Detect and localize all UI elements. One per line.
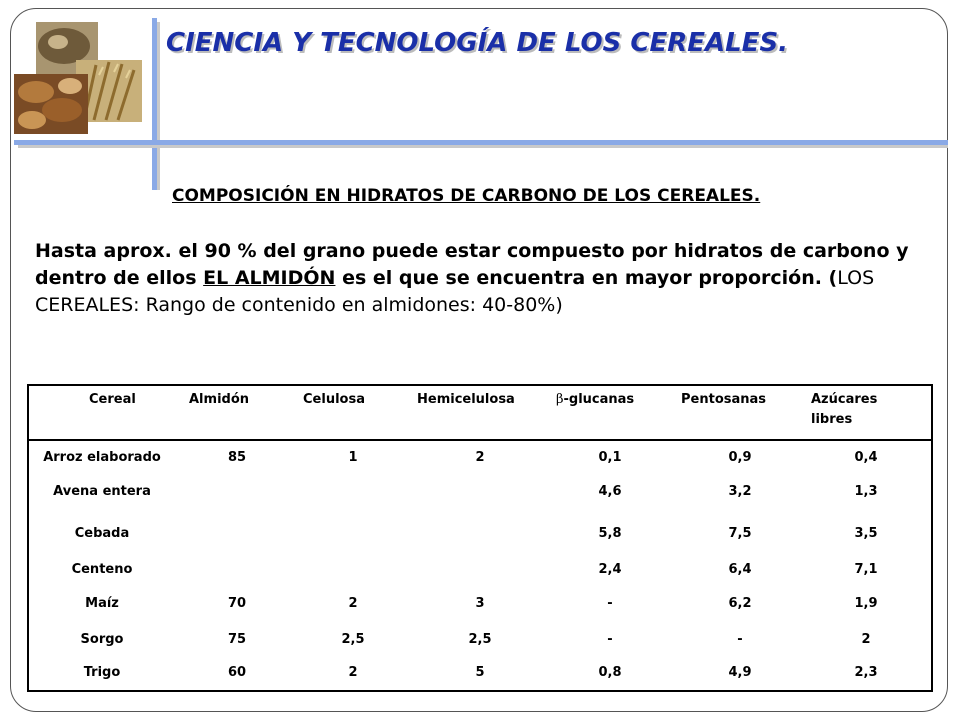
cell-hemicelulosa: 2,5 <box>468 632 492 647</box>
cell-almidon: 60 <box>227 665 247 680</box>
cell-pentosanas: 4,9 <box>728 665 752 680</box>
cell-cereal: Maíz <box>85 596 119 611</box>
table-header-divider <box>29 439 931 441</box>
intro-note: LOS CEREALES: Rango de contenido en almidones: 40-80%) <box>35 267 875 316</box>
cell-glucanas: 0,1 <box>598 450 622 465</box>
cell-hemicelulosa: 2 <box>475 450 485 465</box>
cell-cereal: Avena entera <box>53 484 151 499</box>
cell-almidon: 85 <box>227 450 247 465</box>
slide-title: CIENCIA Y TECNOLOGÍA DE LOS CEREALES. <box>166 28 789 58</box>
composition-table <box>27 384 933 692</box>
cell-pentosanas: 6,4 <box>728 562 752 577</box>
cell-almidon: 70 <box>227 596 247 611</box>
header-hemicelulosa: Hemicelulosa <box>417 392 515 407</box>
cell-cereal: Trigo <box>83 665 121 680</box>
cereal-collage-image <box>14 20 144 135</box>
cell-hemicelulosa: 5 <box>475 665 485 680</box>
cell-cereal: Sorgo <box>80 632 124 647</box>
cell-hemicelulosa: 3 <box>475 596 485 611</box>
cell-glucanas: 2,4 <box>598 562 622 577</box>
header-celulosa: Celulosa <box>303 392 365 407</box>
header-cereal: Cereal <box>89 392 136 407</box>
intro-paragraph <box>35 238 915 319</box>
cell-azucares: 7,1 <box>854 562 878 577</box>
cell-almidon: 75 <box>227 632 247 647</box>
cell-celulosa: 2,5 <box>341 632 365 647</box>
cell-pentosanas: 7,5 <box>728 526 752 541</box>
beta-symbol: β <box>556 392 564 407</box>
cell-glucanas: 4,6 <box>598 484 622 499</box>
cell-glucanas: 5,8 <box>598 526 622 541</box>
cell-pentosanas: 0,9 <box>728 450 752 465</box>
cell-cereal: Cebada <box>74 526 130 541</box>
header-azucares-libres <box>811 390 877 430</box>
header-azucares-line1: Azúcares <box>811 392 878 407</box>
intro-text-part2: es el que se encuentra en mayor proporción. ( <box>335 267 838 289</box>
cell-pentosanas: - <box>737 632 743 647</box>
header-beta-glucanas <box>556 392 634 407</box>
cell-pentosanas: 3,2 <box>728 484 752 499</box>
intro-text-part1: Hasta aprox. el 90 % del grano puede estar compuesto por hidratos de carbono y dentro de ellos <box>35 240 909 289</box>
cell-celulosa: 2 <box>348 665 358 680</box>
cell-azucares: 1,9 <box>854 596 878 611</box>
cell-glucanas: 0,8 <box>598 665 622 680</box>
header-azucares-line2: libres <box>811 412 853 427</box>
header-glucanas-text: -glucanas <box>563 392 635 407</box>
vertical-bar-shadow <box>157 22 160 190</box>
intro-highlight: EL ALMIDÓN <box>203 267 336 289</box>
section-subtitle: COMPOSICIÓN EN HIDRATOS DE CARBONO DE LOS CEREALES. <box>172 186 761 206</box>
cell-glucanas: - <box>607 632 613 647</box>
cell-azucares: 0,4 <box>854 450 878 465</box>
cell-azucares: 3,5 <box>854 526 878 541</box>
cell-celulosa: 1 <box>348 450 358 465</box>
cell-pentosanas: 6,2 <box>728 596 752 611</box>
cell-celulosa: 2 <box>348 596 358 611</box>
cell-azucares: 1,3 <box>854 484 878 499</box>
horizontal-bar-shadow <box>18 145 948 148</box>
cell-azucares: 2 <box>861 632 871 647</box>
cell-glucanas: - <box>607 596 613 611</box>
header-pentosanas: Pentosanas <box>681 392 767 407</box>
header-almidon: Almidón <box>189 392 250 407</box>
cell-azucares: 2,3 <box>854 665 878 680</box>
cell-cereal: Centeno <box>71 562 133 577</box>
cell-cereal: Arroz elaborado <box>43 450 161 465</box>
